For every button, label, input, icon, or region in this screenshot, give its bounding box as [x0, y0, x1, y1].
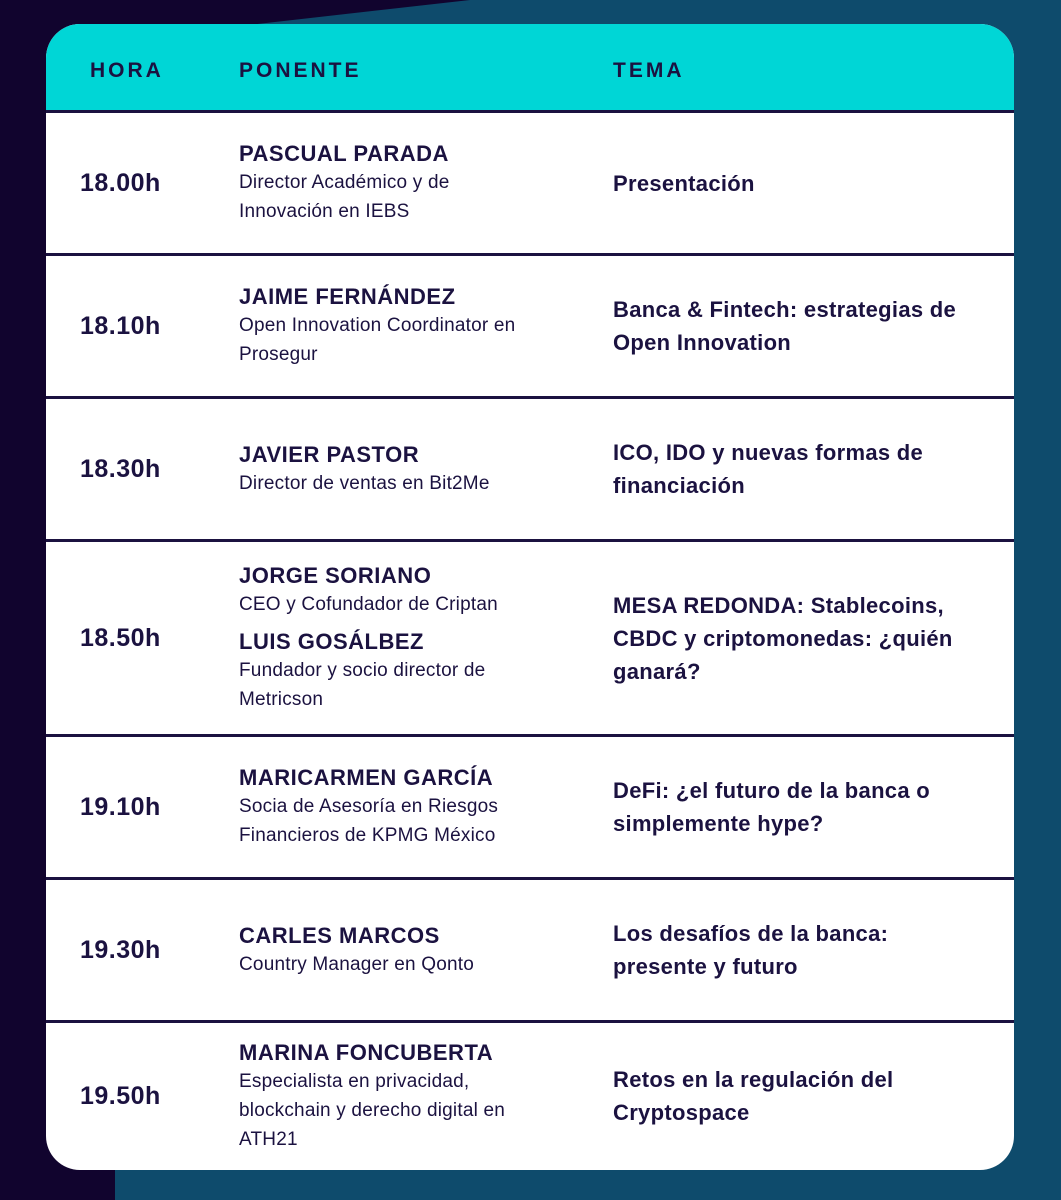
- speaker-name: JAIME FERNÁNDEZ: [239, 284, 456, 309]
- speaker-role: Open Innovation Coordinator en Prosegur: [239, 315, 516, 365]
- table-row: [46, 113, 1014, 256]
- speaker: [239, 764, 599, 850]
- session-topic: Banca & Fintech: estrategias de Open Innovation: [613, 297, 957, 355]
- speaker-name: CARLES MARCOS: [239, 922, 440, 948]
- speaker-name: JORGE SORIANO: [239, 563, 432, 588]
- speaker: [239, 441, 599, 498]
- table-row: [46, 1023, 1014, 1169]
- speaker-name: JAVIER PASTOR: [239, 441, 420, 467]
- speaker-list: [239, 737, 599, 877]
- session-topic: Los desafíos de la banca: presente y futuro: [613, 921, 889, 979]
- header-tema: TEMA: [613, 59, 685, 82]
- session-time: 19.30h: [80, 935, 161, 964]
- header-hora: HORA: [90, 59, 164, 82]
- session-time: 18.00h: [80, 168, 161, 197]
- table-header: [46, 24, 1014, 113]
- speaker-list: [239, 880, 599, 1020]
- header-ponente: PONENTE: [239, 59, 362, 82]
- speaker: [239, 140, 599, 226]
- session-time: 19.50h: [80, 1081, 161, 1110]
- session-time: 19.10h: [80, 792, 161, 821]
- table-row: [46, 256, 1014, 399]
- speaker-role: CEO y Cofundador de Criptan: [239, 594, 498, 615]
- session-topic: MESA REDONDA: Stablecoins, CBDC y criptomonedas: ¿quién ganará?: [613, 592, 953, 684]
- schedule-card: [46, 24, 1014, 1170]
- speaker-list: [239, 256, 599, 396]
- table-row: [46, 399, 1014, 542]
- speaker-role: Country Manager en Qonto: [239, 953, 475, 975]
- speaker-role: Director Académico y de Innovación en IEBS: [239, 172, 450, 222]
- session-time: 18.30h: [80, 454, 161, 483]
- speaker-list: [239, 399, 599, 539]
- speaker: [239, 283, 599, 369]
- speaker-list: [239, 113, 599, 253]
- session-topic: Retos en la regulación del Cryptospace: [613, 1067, 894, 1125]
- speaker-name: LUIS GOSÁLBEZ: [239, 629, 424, 654]
- session-topic: DeFi: ¿el futuro de la banca o simplemente hype?: [613, 778, 931, 836]
- speaker: [239, 922, 599, 979]
- speaker-name: MARINA FONCUBERTA: [239, 1039, 494, 1065]
- speaker-name: PASCUAL PARADA: [239, 141, 449, 166]
- table-row: [46, 737, 1014, 880]
- session-time: 18.10h: [80, 311, 161, 340]
- session-topic: Presentación: [613, 170, 755, 196]
- speaker-role: Director de ventas en Bit2Me: [239, 472, 490, 494]
- speaker: [239, 562, 599, 619]
- speaker-list: [239, 542, 599, 734]
- speaker: [239, 1039, 599, 1154]
- speaker-role: Especialista en privacidad, blockchain y derecho digital en ATH21: [239, 1070, 506, 1150]
- session-time: 18.50h: [80, 623, 161, 652]
- speaker-role: Socia de Asesoría en Riesgos Financieros de KPMG México: [239, 796, 499, 846]
- table-row: [46, 880, 1014, 1023]
- session-topic: ICO, IDO y nuevas formas de financiación: [613, 440, 924, 498]
- table-row: [46, 542, 1014, 737]
- speaker-role: Fundador y socio director de Metricson: [239, 660, 486, 710]
- speaker-list: [239, 1023, 599, 1169]
- speaker: [239, 628, 599, 714]
- speaker-name: MARICARMEN GARCÍA: [239, 765, 494, 790]
